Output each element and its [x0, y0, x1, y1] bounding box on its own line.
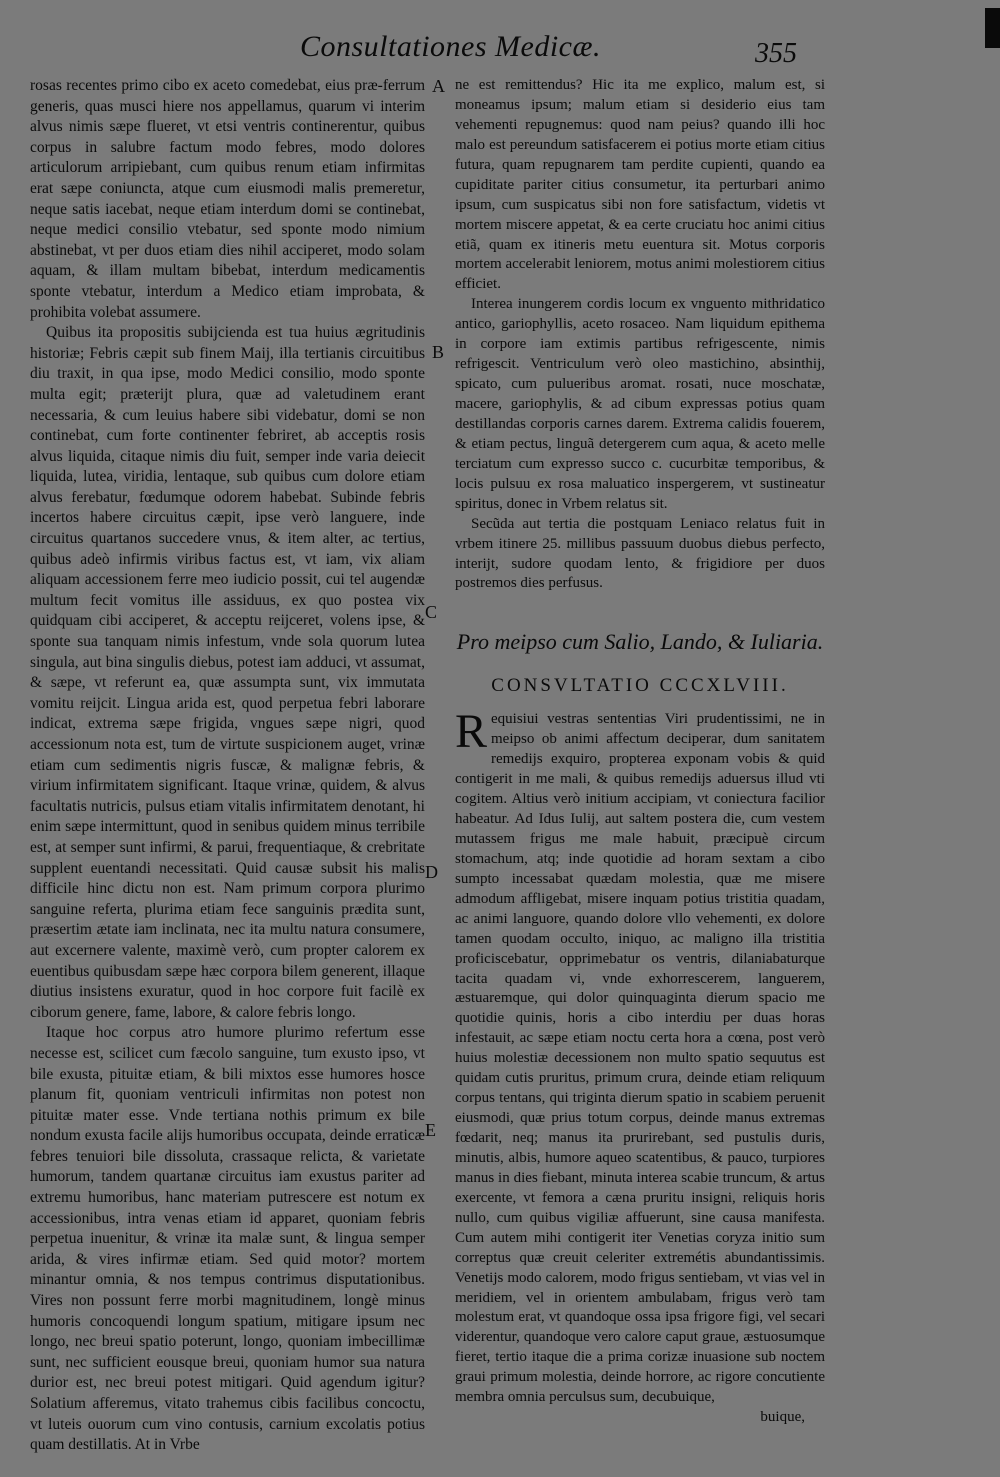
running-head: Consultationes Medicæ. — [300, 30, 601, 63]
right-paragraph-1: ne est remittendus? Hic ita me explico, malum est, si moneamus ipsum; malum etiam si desiderio eius tam vehementi repugnemus: quod nam peius? quando illi hoc malo est pereundum satisfacerem ei potius morte etiam citius futura, quam repugnarem tam perdite cupienti, quando ea cupiditate pariter citius consumetur, ita perturbari animo ipsum, cum suspicatus sibi non fore satisfactum, videtis vt mortem miscere appetat, & ea certe cruciatu hoc animi citius etiã, quam ex itineris metu euentura sit. Motus corporis mortem accelerabit leniorem, motus animi molestiorem citius efficiet. — [455, 77, 825, 293]
right-paragraph-3: Secũda aut tertia die postquam Leniaco relatus fuit in vrbem itinere 25. millibus passuum duobus diebus perfecto, interijt, sudore quodam lento, & frigidiore per duos postremos dies perfusus. — [455, 515, 825, 592]
margin-marker-e: E — [425, 1120, 436, 1140]
page-number: 355 — [755, 38, 797, 69]
drop-cap: R — [455, 705, 488, 759]
consultation-title: CONSVLTATIO CCCXLVIII. — [491, 675, 789, 697]
margin-marker-c: C — [425, 602, 438, 622]
left-paragraph-1: rosas recentes primo cibo ex aceto comedebat, eius præ-ferrum generis, quas musci hiere nos appellamus, quarum vi interim alvus nimis sæpe flueret, vt etsi ventris continerentur, quibus corpus in salubre factum modo febres, modo dolores articulorum arripiebant, cum quibus renum etiam infirmitas erat sæpe coniuncta, atque cum eiusmodi malis premeretur, neque satis iacebat, neque etiam interdum domi se continebat, neque medici consilio vtebatur, sed sponte modo nimium abstinebat, vt per duos etiam dies nihil acciperet, modo solam aquam, & illam multam bibebat, interdum medicamentis sponte vtebatur, interdum a Medico etiam improbata, & prohibita volebat assumere. — [30, 77, 425, 321]
right-paragraph-2: Interea inungerem cordis locum ex vnguento mithridatico antico, gariophyllis, aceto rosaceo. Nam liquidum epithema in corpore iam extimis partibus refrigescente, nimis refrigescit. Ventriculum verò oleo mastichino, absinthij, spicato, cum pulueribus aromat. rosati, nuce moschatæ, macere, gariophylis, & ad cibum expressas potius quam destillandas corporis carnes darem. Extrema calidis fouerem, & etiam pectus, linguã detergerem cum aqua, & aceto melle terciatum cum expresso succo c. cucurbitæ temporibus, & locis pulsuu ex rosa maluatico inspergerem, vt sustineatur spiritus, donec in Vrbem relatus sit. — [455, 296, 825, 512]
catchword: buique, — [760, 1409, 805, 1426]
consultation-body — [455, 705, 825, 1408]
left-paragraph-2: Quibus ita propositis subijcienda est tua huius ægritudinis historiæ; Febris cæpit sub finem Maij, illa tertianis circuitibus diu traxit, in qua ipse, modo Medici consilio, modo sponte multa egit; præterijt plura, quæ ad valetudinem erant necessaria, & cum leuius habere sibi videbatur, domi se non continebat, cum forte continenter febriret, ab acceptis rosis alvus liquida, citaque nimis diu fuit, semper inde varia deiecit liquida, lutea, viridia, lentaque, sub quibus cum dolore etiam alvus ferebatur, fœdumque odorem habebat. Subinde febris incertos habere circuitus cæpit, ipse verò languere, inde circuitus quartanos succedere vnus, & item alter, ac tertius, quibus adeò infirmis viribus factus est, vt iam, vix aliam aliquam accessionem ferre meo iudicio possit, cui tel augendæ multum fecit vomitus ille assiduus, ex quo postea vix quidquam cibi acciperet, & acceptu reijceret, volens ipse, & sponte sua tanquam nimis infestum, vnde sola quorum lutea singula, aut bina singulis diebus, potest iam adduci, vt assumat, & sæpe, vt referunt ea, quæ assumpta sunt, vix immutata vomitu reijcit. Lingua arida est, quod perpetua febri laborare indicat, extrema sæpe frigida, vngues sæpe nigri, quod accessionum nota est, tum de virtute suspicionem auget, vrinæ etiam cum sedimentis nigris fuscæ, & malignæ febris, & virium infirmitatem significant. Itaque vrinæ, quidem, & alvus facultatis nutricis, pulsus etiam vitalis infirmitatem denotant, hi enim sæpe intermittunt, quod in senibus quidem minus terribile est, at semper sunt infirmi, & parui, frequentiaque, & crebritate supplent euentandi necessitati. Quid causæ subsit his malis difficile hinc dictu non est. Nam primum corpora plurimo sanguine referta, plurima etiam fece sanguinis prædita sunt, præsertim ætate iam inclinata, nec ita multu natura consumere, aut excernere valente, maximè verò, cum propter calorem ex euentibus quibusdam sæpe hæc corpora bilem generent, illaque diutius insistens exuratur, quod in hoc corpore fuit facilè ex ciborum genere, fame, labore, & calore febris longo. — [30, 324, 425, 1021]
margin-marker-d: D — [425, 862, 438, 882]
margin-marker-b: B — [432, 342, 445, 362]
consultation-text: equisiui vestras sententias Viri prudentissimi, ne in meipso ob animi affectum deciperar, dum sanitatem remedijs exquiro, propterea exponam vobis & quid contigerit in me mali, & quibus remedijs aduersus illud vti cogitem. Altius verò initium accipiam, vt coniectura facilior habeatur. Ad Idus Iulij, aut saltem postera die, cum vestem mutassem frigus me male habuit, præcipuè circum stomachum, atq; inde quotidie ad horam sextam a cibo sumpto incessabat quædam molestia, quæ me misere admodum affligebat, misere inquam potius tristitia quadam, ac animi languore, quando dolore vllo vehementi, ex dolore tamen quodam occulto, iniquo, ac maligno illa tristitia proficiscebatur, opprimebatur os ventris, dilaniabaturque tacita quadam vi, vnde exhorrescerem, languerem, æstuaremque, qui dolor quinquaginta dierum spacio me quotidie quinis, horis a cibo interdiu per duas horas infestauit, ac sæpe etiam noctu certa hora a cœna, post verò huius molestiæ decessionem non multo spatio sequutus est quidam cutis pruritus, primum crura, deinde etiam reliquum corpus tentans, qui triginta dierum spatio in scabiem peruenit eiusmodi, quæ prius totum corpus, deinde manus extremas fœdarit, neq; manus ita prurirebant, sed pustulis duris, minutis, albis, humore aqueo scatentibus, & pauco, turpiores manus in dies fiebant, minuta interea scabie truncum, & artus exercente, vt femora a cæna pruritu insigni, reliquis horis nullo, cum quibus vigiliæ affuerunt, sine causa manifesta. Cum autem mihi contigerit iter Venetias coryza initio sum correptus quæ creuit celeriter extremétis abundantissimis. Venetijs modo calorem, modo frigus sentiebam, vt vias vel in meridiem, vel in orientem ambulabam, frigus verò tam molestum erat, vt quandoque ossa ipsa frigore figi, vel secari viderentur, quandoque vero calore caput graue, æstuosumque fieret, tertio itaque die a prima corizæ inuasione sub noctem graui primum molestia, deinde horrore, ac rigore concutiente membra omnia perculsus sum, decubuique, — [455, 711, 825, 1406]
section-heading: Pro meipso cum Salio, Lando, & Iuliaria. — [456, 629, 824, 655]
right-column — [455, 76, 825, 1428]
margin-marker-a: A — [432, 76, 445, 96]
left-column — [30, 76, 425, 1456]
left-paragraph-3: Itaque hoc corpus atro humore plurimo refertum esse necesse est, scilicet cum fæcolo sanguine, tum exusto ipso, vt bile exusta, pituitæ etiam, & bili mixtos esse humores hosce planum fit, quoniam ventriculi infirmitas non potest non pituitæ mater esse. Vnde tertiana nothis primum ex bile nondum exusta facile alijs humoribus occupata, deinde erraticæ febres tenuiori bile dissoluta, crassaque relicta, & varietate humorum, tandem quartanæ circuitus iam exustus pariter ad extremu humoribus, hanc materiam putrescere est notum ex accessionibus, intra venas etiam id apparet, quoniam febris perpetua inuenitur, & vrinæ ita malæ sunt, & lingua semper arida, & vires infirmæ etiam. Sed quid motor? mortem minantur omnia, & nos tempus contrimus disputationibus. Vires non possunt ferre morbi magnitudinem, longè minus humoris concoquendi longum spatium, mitigare ipsum nec longo, nec breui spatio poterunt, longo, quoniam imbecillimæ sunt, nec sufficient eousque breui, quoniam humor sua natura durior est, nec breui potest mitigari. Quid agendum igitur? Solatium afferemus, vitato trahemus cibis facilibus concoctu, vt luteis ouorum cum vino contusis, carnium excolatis potius quam destillatis. At in Vrbe — [30, 1024, 425, 1454]
page-edge-mark — [985, 8, 1000, 48]
